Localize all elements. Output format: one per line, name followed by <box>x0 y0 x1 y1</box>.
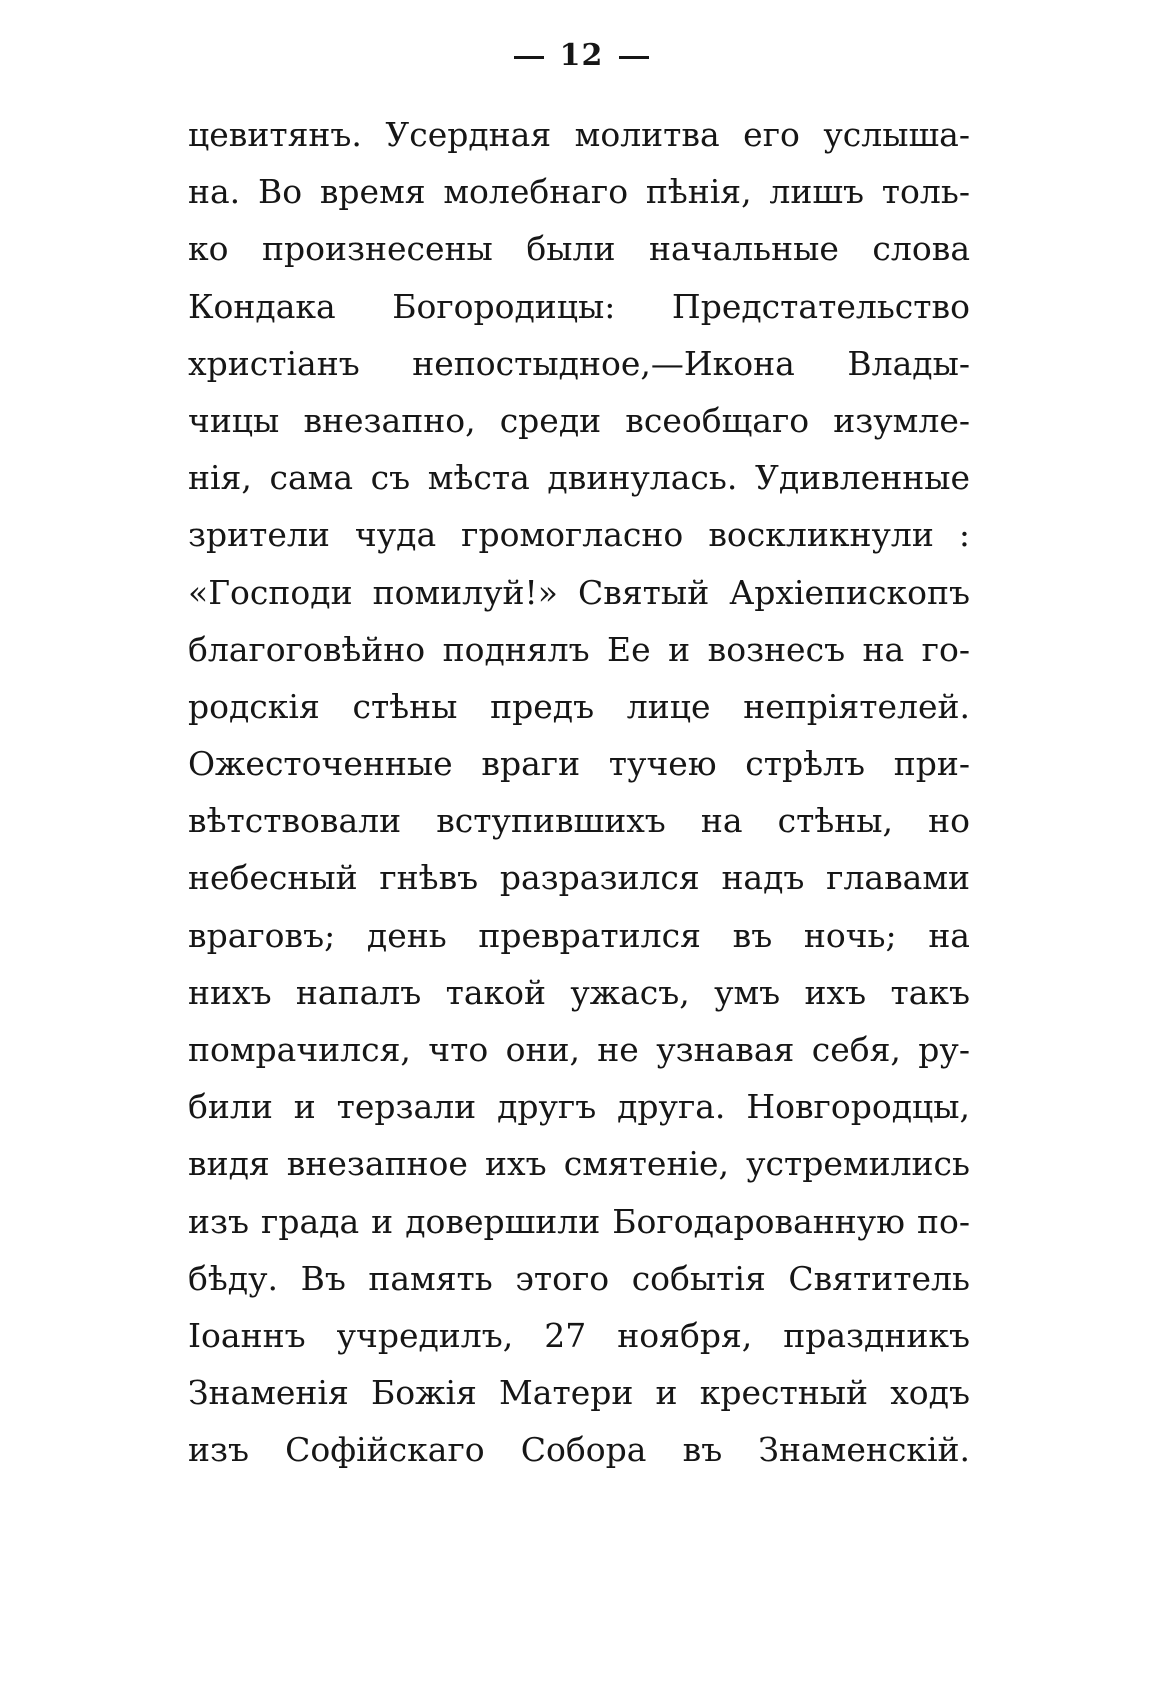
text-line: Кондака Богородицы: Предстательство <box>188 286 970 326</box>
text-line: Іоаннъ учредилъ, 27 ноября, праздникъ <box>188 1315 970 1355</box>
text-line: «Господи помилуй!» Святый Архіепископъ <box>188 572 970 612</box>
text-line: чицы внезапно, среди всеобщаго изумле- <box>188 400 970 440</box>
text-line: зрители чуда громогласно воскликнули : <box>188 515 970 555</box>
text-line: изъ Софійскаго Собора въ Знаменскій. <box>188 1430 970 1470</box>
text-line: цевитянъ. Усердная молитва его услыша- <box>188 115 970 154</box>
text-line: Знаменія Божія Матери и крестный ходъ <box>188 1373 970 1413</box>
text-line: изъ града и довершили Богодарованную по- <box>188 1201 970 1241</box>
text-line: бѣду. Въ память этого событія Святитель <box>188 1258 970 1298</box>
text-line: ко произнесены были начальные слова <box>188 229 970 269</box>
text-line: на. Во время молебнаго пѣнія, лишъ толь- <box>188 172 970 212</box>
text-line: Ожесточенные враги тучею стрѣлъ при- <box>188 744 970 784</box>
text-line: видя внезапное ихъ смятеніе, устремились <box>188 1144 970 1184</box>
page-number: 12 <box>559 38 604 73</box>
text-line: вѣтствовали вступившихъ на стѣны, но <box>188 801 970 841</box>
page-header <box>0 38 1163 73</box>
text-line: нія, сама съ мѣста двинулась. Удивленные <box>188 458 970 498</box>
body-text <box>188 106 970 1479</box>
text-line: родскія стѣны предъ лице непріятелей. <box>188 686 970 726</box>
text-line: враговъ; день превратился въ ночь; на <box>188 915 970 955</box>
text-line: помрачился, что они, не узнавая себя, ру- <box>188 1030 970 1069</box>
header-dash-right <box>619 56 649 59</box>
text-line: нихъ напалъ такой ужасъ, умъ ихъ такъ <box>188 972 970 1012</box>
header-dash-left <box>514 56 544 59</box>
text-line: небесный гнѣвъ разразился надъ главами <box>188 858 970 898</box>
text-line: христіанъ непостыдное,—Икона Влады- <box>188 343 970 383</box>
text-line: били и терзали другъ друга. Новгородцы, <box>188 1087 970 1127</box>
text-line: благоговѣйно поднялъ Ее и вознесъ на го- <box>188 629 970 669</box>
